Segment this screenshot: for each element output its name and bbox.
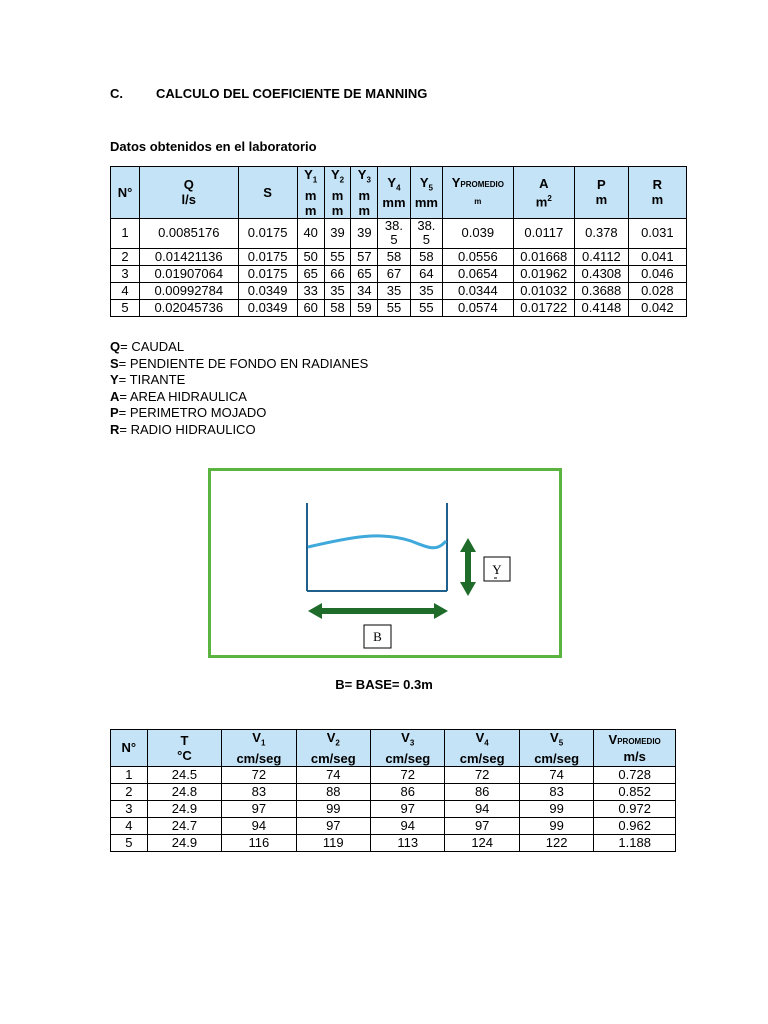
table-cell: 38. 5: [410, 218, 442, 248]
table-cell: 59: [351, 299, 378, 316]
section-title: CALCULO DEL COEFICIENTE DE MANNING: [156, 86, 428, 101]
legend-key: A: [110, 388, 120, 404]
table-cell: 58: [378, 248, 410, 265]
table-cell: 39: [324, 218, 351, 248]
legend-item: [110, 339, 368, 356]
table-cell: 119: [296, 834, 370, 851]
legend-key: P: [110, 405, 119, 421]
table-cell: 55: [410, 299, 442, 316]
table-cell: 0.728: [594, 766, 676, 783]
table-cell: 4: [111, 282, 140, 299]
table-cell: 0.3688: [575, 282, 629, 299]
table-cell: 0.0349: [238, 299, 297, 316]
col-header-n: N°: [111, 730, 148, 767]
table-cell: 0.0344: [443, 282, 513, 299]
table-cell: 94: [222, 817, 296, 834]
table-cell: 74: [519, 766, 593, 783]
col-header-v4: $V_4$ cm/seg: [445, 730, 519, 767]
legend-key: Q: [110, 339, 121, 354]
col-header-v1: $V_1$ cm/seg: [222, 730, 296, 767]
table-cell: 0.01032: [513, 282, 575, 299]
table-cell: 0.02045736: [140, 299, 238, 316]
table-cell: 0.01907064: [140, 265, 238, 282]
legend-item: [110, 405, 368, 422]
table-cell: 2: [111, 248, 140, 265]
table-cell: 67: [378, 265, 410, 282]
table-cell: 0.0117: [513, 218, 575, 248]
legend-item: [110, 422, 368, 439]
table-cell: 65: [297, 265, 324, 282]
col-header-y1: $Y_1$ m m: [297, 167, 324, 219]
velocity-body: [111, 766, 676, 851]
table-cell: 0.031: [628, 218, 686, 248]
table-cell: 5: [111, 299, 140, 316]
col-header-r: R m: [628, 167, 686, 219]
table-cell: 0.041: [628, 248, 686, 265]
section-letter: C.: [110, 86, 123, 101]
table-cell: 24.8: [147, 783, 221, 800]
table-cell: 0.01421136: [140, 248, 238, 265]
legend: [110, 339, 368, 439]
base-arrow: [308, 603, 448, 619]
table-cell: 1: [111, 218, 140, 248]
legend-text: = TIRANTE: [118, 372, 186, 388]
legend-key: Y: [110, 372, 119, 388]
col-header-v2: $V_2$ cm/seg: [296, 730, 370, 767]
channel-diagram-frame: [208, 468, 562, 658]
table-cell: 35: [410, 282, 442, 299]
table-cell: 83: [519, 783, 593, 800]
table-cell: 0.042: [628, 299, 686, 316]
table-cell: 2: [111, 783, 148, 800]
col-header-y2: $Y_2$ m m: [324, 167, 351, 219]
lab-data-table: [110, 166, 687, 317]
col-header-s: S: [238, 167, 297, 219]
col-header-t: T °C: [147, 730, 221, 767]
table-cell: 58: [324, 299, 351, 316]
table-cell: 0.4148: [575, 299, 629, 316]
col-header-y4: $Y_4$ mm: [378, 167, 410, 219]
table-cell: 0.046: [628, 265, 686, 282]
table-cell: 0.378: [575, 218, 629, 248]
table-cell: 0.4308: [575, 265, 629, 282]
table-cell: 72: [445, 766, 519, 783]
velocity-table: [110, 729, 676, 852]
col-header-n: N°: [111, 167, 140, 219]
table-cell: 86: [371, 783, 445, 800]
col-header-vpromedio: VPROMEDIO m/s: [594, 730, 676, 767]
legend-key: S: [110, 355, 119, 371]
legend-text: = AREA HIDRAULICA: [119, 388, 247, 404]
table-cell: 0.028: [628, 282, 686, 299]
table-cell: 113: [371, 834, 445, 851]
table-cell: 99: [519, 800, 593, 817]
table-row: [111, 248, 687, 265]
table-cell: 116: [222, 834, 296, 851]
b-label: B: [373, 629, 382, 644]
table-cell: 65: [351, 265, 378, 282]
table-row: [111, 817, 676, 834]
legend-item: [110, 389, 368, 406]
y-label: Y: [492, 562, 502, 577]
table-cell: 94: [445, 800, 519, 817]
table-row: [111, 783, 676, 800]
table-cell: 1: [111, 766, 148, 783]
table-cell: 0.962: [594, 817, 676, 834]
table-cell: 94: [371, 817, 445, 834]
table-cell: 39: [351, 218, 378, 248]
table-cell: 34: [351, 282, 378, 299]
water-surface: [308, 536, 446, 548]
table-cell: 0.0085176: [140, 218, 238, 248]
table-cell: 97: [445, 817, 519, 834]
col-header-p: P m: [575, 167, 629, 219]
legend-key: R: [110, 421, 120, 437]
table-cell: 4: [111, 817, 148, 834]
table-cell: 35: [324, 282, 351, 299]
table-cell: 55: [378, 299, 410, 316]
table-cell: 99: [519, 817, 593, 834]
table-cell: 24.9: [147, 834, 221, 851]
table-row: [111, 800, 676, 817]
subtitle: Datos obtenidos en el laboratorio: [110, 139, 317, 154]
table-cell: 0.0556: [443, 248, 513, 265]
table-row: [111, 766, 676, 783]
table-cell: 1.188: [594, 834, 676, 851]
table-cell: 55: [324, 248, 351, 265]
channel-cross-section: [211, 471, 559, 655]
table-cell: 0.0654: [443, 265, 513, 282]
table-cell: 24.5: [147, 766, 221, 783]
table-cell: 0.01962: [513, 265, 575, 282]
col-header-v5: $V_5$ cm/seg: [519, 730, 593, 767]
table-cell: 97: [371, 800, 445, 817]
table-cell: 3: [111, 800, 148, 817]
table-cell: 74: [296, 766, 370, 783]
table-cell: 40: [297, 218, 324, 248]
legend-text: = PERIMETRO MOJADO: [118, 405, 267, 421]
legend-item: [110, 356, 368, 373]
table-cell: 0.01722: [513, 299, 575, 316]
table-cell: 0.852: [594, 783, 676, 800]
table-cell: 122: [519, 834, 593, 851]
table-cell: 124: [445, 834, 519, 851]
legend-text: = RADIO HIDRAULICO: [119, 421, 256, 437]
table-cell: 24.7: [147, 817, 221, 834]
table-cell: 0.972: [594, 800, 676, 817]
table-cell: 57: [351, 248, 378, 265]
table-cell: 0.0574: [443, 299, 513, 316]
section-heading: [110, 86, 427, 101]
table-cell: 0.01668: [513, 248, 575, 265]
table-cell: 66: [324, 265, 351, 282]
table-cell: 83: [222, 783, 296, 800]
base-caption: B= BASE= 0.3m: [335, 677, 433, 692]
table-cell: 0.039: [443, 218, 513, 248]
table-cell: 88: [296, 783, 370, 800]
table-cell: 60: [297, 299, 324, 316]
depth-arrow: [460, 538, 476, 596]
table-cell: 35: [378, 282, 410, 299]
table-cell: 0.0175: [238, 248, 297, 265]
col-header-y3: $Y_3$ m m: [351, 167, 378, 219]
col-header-v3: $V_3$ cm/seg: [371, 730, 445, 767]
table-row: [111, 265, 687, 282]
table-cell: 5: [111, 834, 148, 851]
lab-data-body: [111, 218, 687, 316]
table-cell: 0.00992784: [140, 282, 238, 299]
table-cell: 64: [410, 265, 442, 282]
table-row: [111, 834, 676, 851]
table-cell: 0.0175: [238, 218, 297, 248]
legend-item: [110, 372, 368, 389]
table-cell: 58: [410, 248, 442, 265]
col-header-ypromedio: YPROMEDIO m: [443, 167, 513, 219]
col-header-y5: $Y_5$ mm: [410, 167, 442, 219]
table-cell: 0.0349: [238, 282, 297, 299]
table-cell: 72: [371, 766, 445, 783]
table-header-row: [111, 167, 687, 219]
legend-text: = CAUDAL: [120, 339, 185, 354]
table-row: [111, 299, 687, 316]
table-cell: 72: [222, 766, 296, 783]
table-cell: 38. 5: [378, 218, 410, 248]
table-cell: 97: [222, 800, 296, 817]
table-cell: 86: [445, 783, 519, 800]
table-row: [111, 218, 687, 248]
table-cell: 97: [296, 817, 370, 834]
table-cell: 0.0175: [238, 265, 297, 282]
table-row: [111, 282, 687, 299]
table-cell: 24.9: [147, 800, 221, 817]
legend-text: = PENDIENTE DE FONDO EN RADIANES: [118, 355, 369, 371]
col-header-q: Q l/s: [140, 167, 238, 219]
table-cell: 33: [297, 282, 324, 299]
table-cell: 0.4112: [575, 248, 629, 265]
table-cell: 99: [296, 800, 370, 817]
col-header-a: A $m^2$: [513, 167, 575, 219]
table-cell: 50: [297, 248, 324, 265]
table-cell: 3: [111, 265, 140, 282]
table-header-row: [111, 730, 676, 767]
